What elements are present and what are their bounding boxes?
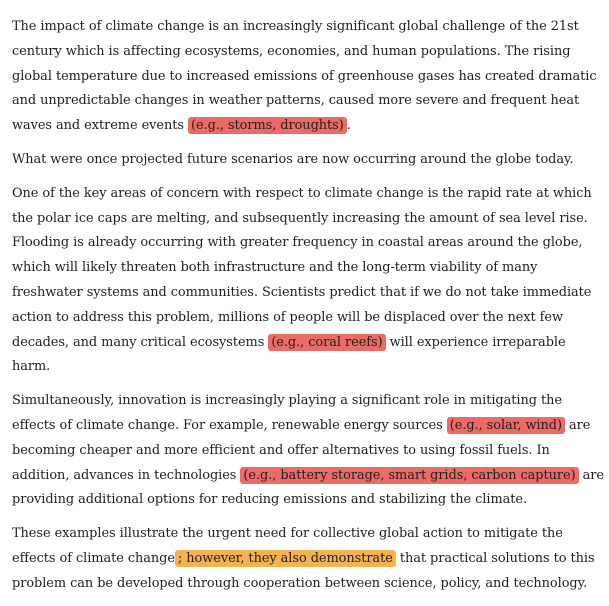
text-segment: are providing additional options for reducing emissions and stabilizing the climate. bbox=[12, 467, 604, 508]
paragraph-4 bbox=[12, 389, 604, 513]
highlight-example: (e.g., coral reefs) bbox=[268, 334, 385, 351]
paragraph-3 bbox=[12, 182, 604, 380]
text-segment: that practical solutions to this problem can be developed through cooperation between science, policy, and technology. bbox=[12, 550, 595, 591]
paragraph-2 bbox=[12, 148, 604, 173]
text-segment: Simultaneously, innovation is increasingly playing a significant role in mitigating the effects of climate change. For example, renewable energy sources bbox=[12, 393, 562, 433]
text-segment: . bbox=[346, 118, 351, 134]
text-segment: The impact of climate change is an increasingly significant global challenge of the 21st century which is affecting ecosystems, economies, and human populations. The rising global temperature due to increased emissions of greenhouse gases has created dramatic and unpredictable changes in weather patterns, caused more severe and frequent heat waves and extreme events bbox=[12, 19, 597, 134]
text-segment: One of the key areas of concern with respect to climate change is the rapid rate at which the polar ice caps are melting, and subsequently increasing the amount of sea level rise. Flooding is already occurring with greater frequency in coastal areas around the globe, which will likely threaten both infrastructure and the long-term viability of many freshwater systems and communities. Scientists predict that if we do not take immediate action to address this problem, millions of people will be displaced over the next few decades, and many critical ecosystems bbox=[12, 185, 592, 350]
text-segment: are becoming cheaper and more efficient and offer alternatives to using fossil fuels. In addition, advances in technologies bbox=[12, 417, 591, 483]
highlight-example: (e.g., solar, wind) bbox=[447, 417, 565, 434]
paragraph-1 bbox=[12, 15, 604, 139]
highlight-transition: ; however, they also demonstrate bbox=[175, 550, 396, 567]
text-segment: will experience irreparable harm. bbox=[12, 334, 566, 375]
text-segment: What were once projected future scenarios are now occurring around the globe today. bbox=[12, 151, 574, 167]
highlight-example: (e.g., battery storage, smart grids, carbon capture) bbox=[240, 467, 578, 484]
highlight-example: (e.g., storms, droughts) bbox=[188, 117, 347, 134]
text-segment: These examples illustrate the urgent need for collective global action to mitigate the effects of climate change bbox=[12, 526, 563, 566]
paragraph-5 bbox=[12, 522, 604, 596]
document-body bbox=[12, 15, 604, 606]
